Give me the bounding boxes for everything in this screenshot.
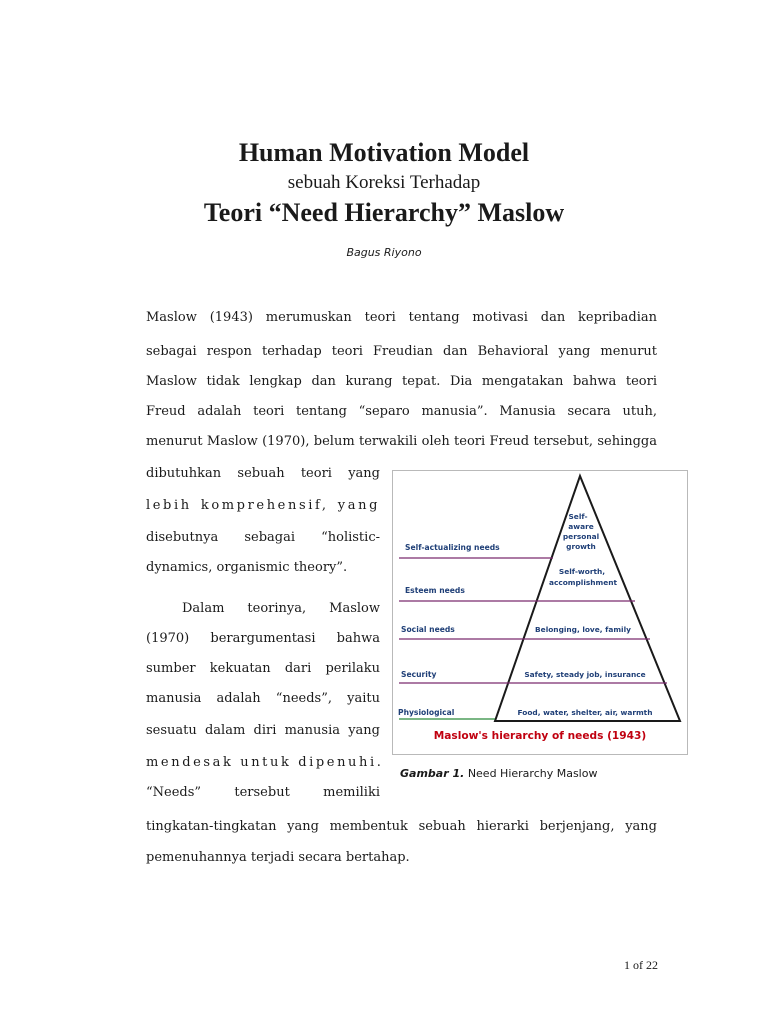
paragraph-line: Maslow tidak lengkap dan kurang tepat. Dia mengatakan bahwa teori	[146, 374, 657, 389]
pyramid-label-food: Food, water, shelter, air, warmth	[517, 708, 653, 717]
paragraph-line: tingkatan-tingkatan yang membentuk sebuah hierarki berjenjang, yang	[146, 819, 657, 834]
pyramid-label-self-aware: growth	[566, 542, 596, 551]
paragraph-line: disebutnya sebagai “holistic-	[146, 530, 380, 545]
pyramid-label-self-aware: personal	[562, 532, 600, 541]
pyramid-label-self-worth: accomplishment	[548, 578, 618, 587]
figure-caption	[400, 767, 597, 780]
paragraph-line: sesuatu dalam diri manusia yang	[146, 723, 380, 738]
paragraph-line: sumber kekuatan dari perilaku	[146, 661, 380, 676]
paragraph-line: sebagai respon terhadap teori Freudian dan Behavioral yang menurut	[146, 344, 657, 359]
paragraph-line: Dalam teorinya, Maslow	[182, 601, 380, 616]
figure-caption-text: Need Hierarchy Maslow	[467, 767, 598, 780]
paragraph-line: (1970) berargumentasi bahwa	[146, 631, 380, 646]
paragraph-line: pemenuhannya terjadi secara bertahap.	[146, 850, 410, 865]
pyramid-label-belonging: Belonging, love, family	[535, 625, 631, 634]
pyramid-label-self-aware: aware	[568, 522, 594, 531]
maslow-pyramid-diagram	[393, 471, 687, 754]
figure-caption-label: Gambar 1.	[400, 767, 465, 780]
paragraph-line: mendesak untuk dipenuhi.	[146, 755, 384, 770]
pyramid-label-safety: Safety, steady job, insurance	[524, 670, 646, 679]
document-title: Human Motivation Model	[238, 138, 530, 167]
page-number: 1 of 22	[624, 958, 658, 972]
paragraph-line: “Needs” tersebut memiliki	[146, 785, 380, 800]
maslow-pyramid-figure	[392, 470, 688, 755]
level-label-esteem: Esteem needs	[405, 586, 465, 595]
level-label-physiological: Physiological	[398, 708, 455, 717]
paragraph-line: Maslow (1943) merumuskan teori tentang motivasi dan kepribadian	[146, 310, 657, 325]
paragraph-line: lebih komprehensif, yang	[146, 498, 380, 513]
paragraph-line: menurut Maslow (1970), belum terwakili oleh teori Freud tersebut, sehingga	[146, 434, 657, 449]
figure-banner-title: Maslow's hierarchy of needs (1943)	[433, 730, 647, 742]
paragraph-line: Freud adalah teori tentang “separo manusia”. Manusia secara utuh,	[146, 404, 657, 419]
level-label-social: Social needs	[401, 625, 455, 634]
paragraph-line: dibutuhkan sebuah teori yang	[146, 466, 380, 481]
pyramid-label-self-worth: Self-worth,	[558, 567, 606, 576]
pyramid-label-self-aware: Self-	[568, 512, 588, 521]
paragraph-line: manusia adalah “needs”, yaitu	[146, 691, 380, 706]
document-title-secondary: Teori “Need Hierarchy” Maslow	[203, 198, 565, 227]
author-name: Bagus Riyono	[346, 246, 422, 259]
level-label-security: Security	[401, 670, 437, 679]
level-label-self-actualizing: Self-actualizing needs	[405, 543, 500, 552]
document-subtitle: sebuah Koreksi Terhadap	[287, 172, 481, 193]
paragraph-line: dynamics, organismic theory”.	[146, 560, 348, 575]
